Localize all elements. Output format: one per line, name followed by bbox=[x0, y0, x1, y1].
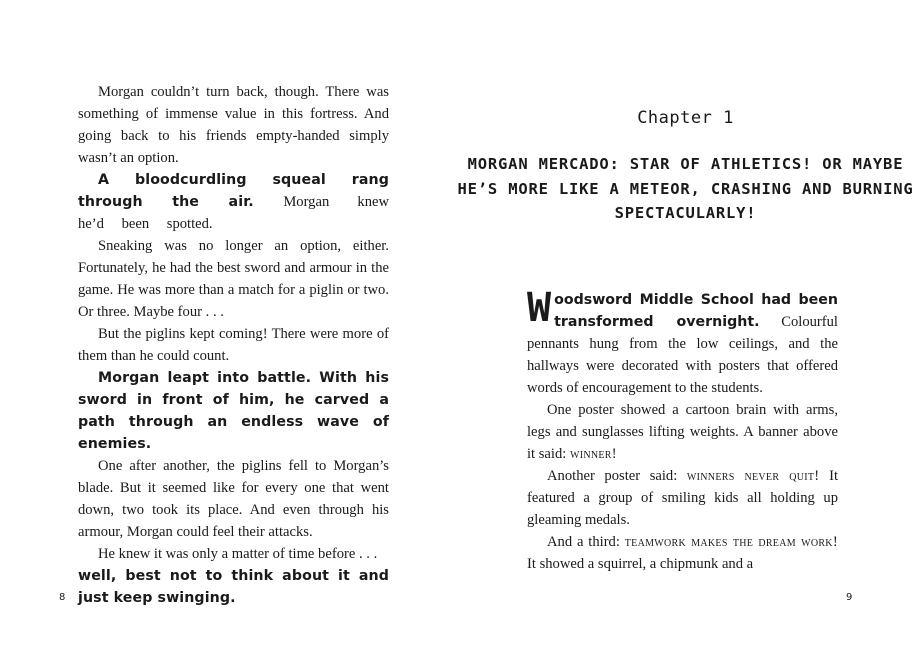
paragraph: Sneaking was no longer an option, either. Fortunately, he had the best sword and armour in the game. He was more than a match for a piglin or two. Or three. Maybe four . . . bbox=[78, 238, 389, 320]
poster-text: teamwork makes the dream work! bbox=[624, 534, 838, 550]
paragraph-tail: Colourful pennants hung from the low ceilings, and the hallways were decorated with posters that offered words of encouragement to the students. bbox=[527, 314, 838, 396]
paragraph: But the piglins kept coming! There were more of them than he could count. bbox=[78, 326, 389, 364]
opening-paragraph bbox=[527, 285, 838, 399]
bold-text: A bloodcurdling squeal rang through the air. bbox=[78, 172, 389, 210]
paragraph bbox=[527, 465, 838, 531]
paragraph: Morgan couldn’t turn back, though. There was something of immense value in this fortress. And going back to his friends empty-handed simply wasn’t an option. bbox=[78, 84, 389, 166]
paragraph: One after another, the piglins fell to Morgan’s blade. But it seemed like for every one that went down, two took its place. And even through his armour, Morgan could feel their attacks. bbox=[78, 458, 389, 540]
page-number: 9 bbox=[846, 592, 853, 603]
bold-paragraph bbox=[78, 169, 389, 235]
chapter-title: MORGAN MERCADO: STAR OF ATHLETICS! OR MAYBE HE’S MORE LIKE A METEOR, CRASHING AND BURNING SPECTACULARLY! bbox=[457, 155, 914, 222]
chapter-number: Chapter 1 bbox=[637, 108, 734, 128]
paragraph-text: Another poster said: bbox=[547, 468, 678, 484]
poster-text: winners never quit! bbox=[686, 468, 820, 484]
opening-bold-text: oodsword Middle School had been transformed overnight. bbox=[554, 292, 838, 330]
right-page bbox=[457, 0, 914, 648]
bold-paragraph: Morgan leapt into battle. With his sword in front of him, he carved a path through an endless wave of enemies. bbox=[78, 370, 389, 452]
paragraph-text: And a third: bbox=[547, 534, 620, 550]
page-number: 8 bbox=[59, 592, 66, 603]
paragraph-text: It featured a group of smiling kids all holding up gleaming medals. bbox=[527, 468, 839, 528]
paragraph-text: It showed a squirrel, a chipmunk and a bbox=[527, 556, 754, 572]
bold-paragraph: well, best not to think about it and just keep swinging. bbox=[78, 568, 389, 606]
paragraph bbox=[527, 531, 838, 575]
left-page-text bbox=[78, 81, 389, 609]
paragraph-tail: Morgan knew he’d been spotted. bbox=[78, 194, 390, 232]
poster-text: winner! bbox=[569, 446, 617, 462]
right-page-text bbox=[527, 285, 839, 575]
drop-cap: W bbox=[527, 285, 552, 331]
paragraph: He knew it was only a matter of time before . . . bbox=[98, 546, 378, 562]
paragraph-text: One poster showed a cartoon brain with arms, legs and sunglasses lifting weights. A banner above it said: bbox=[527, 402, 838, 462]
paragraph bbox=[527, 399, 838, 465]
